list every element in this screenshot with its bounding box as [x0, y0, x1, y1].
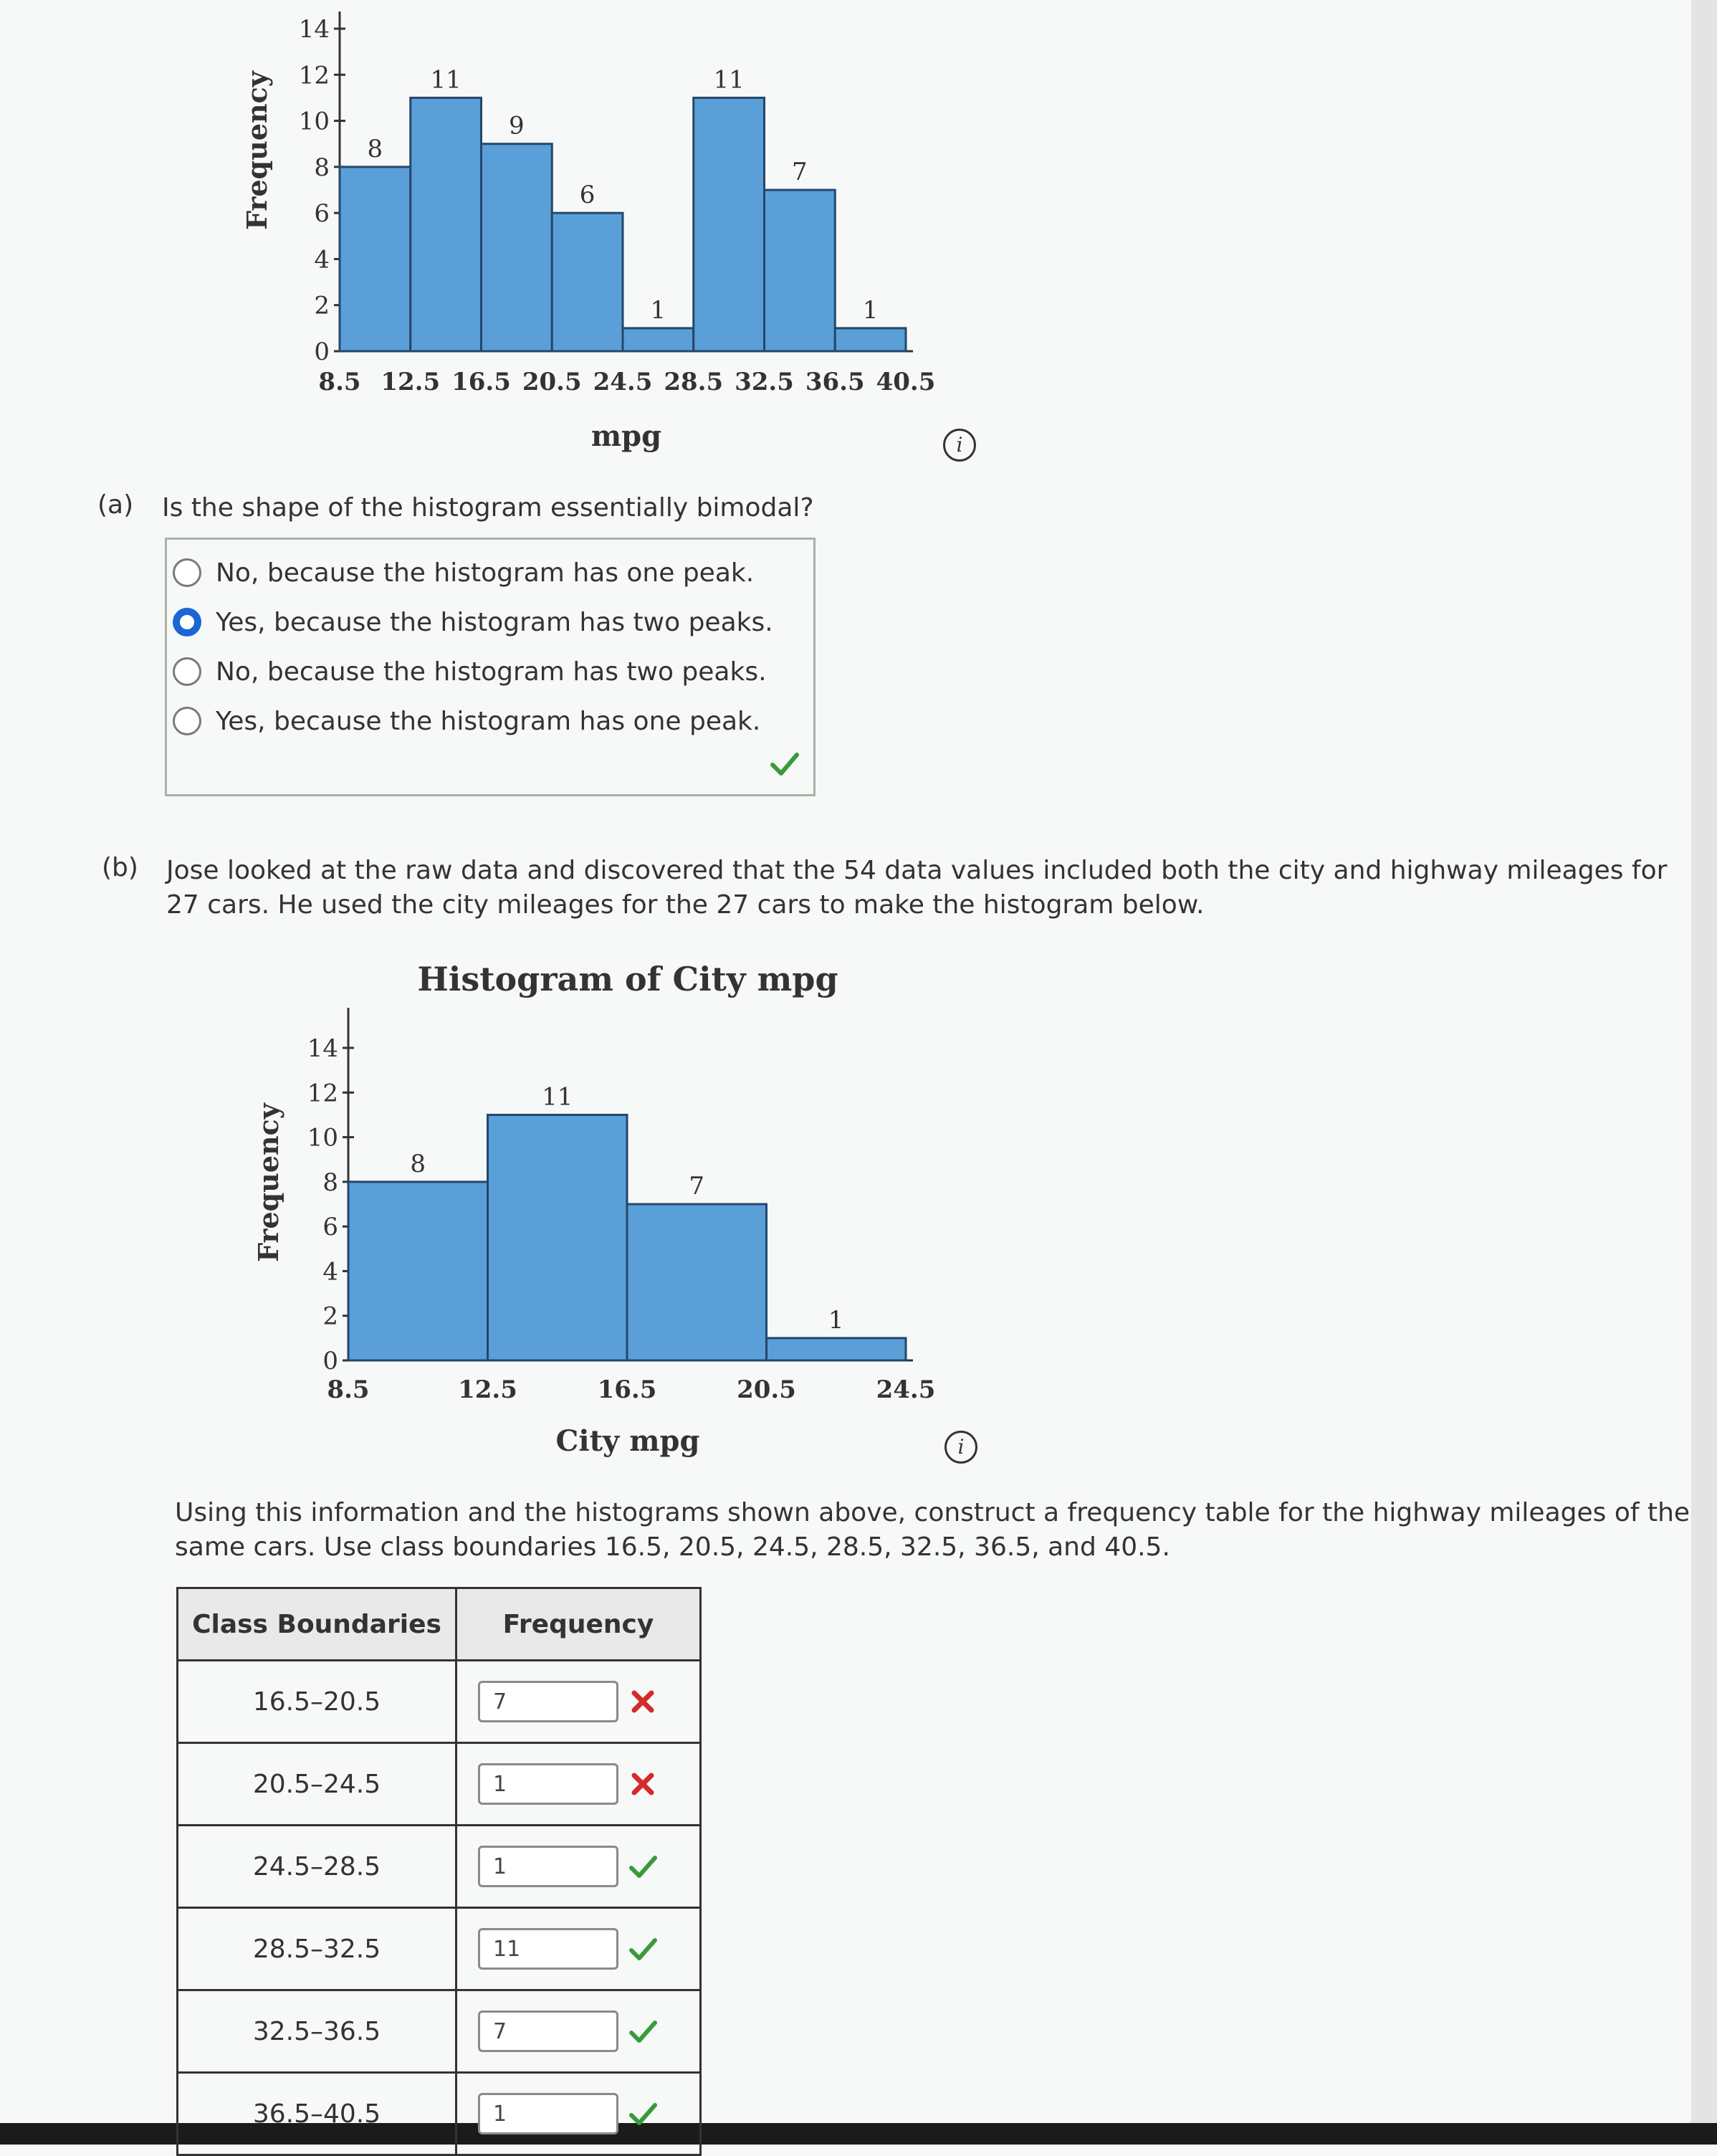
x-tick-label: 20.5: [737, 1375, 796, 1404]
table-row: [178, 1990, 701, 2073]
radio-option-4[interactable]: [173, 707, 201, 735]
header-class-boundaries: Class Boundaries: [178, 1588, 456, 1661]
histogram-bar: [627, 1204, 767, 1360]
y-tick-label: 14: [298, 15, 330, 44]
y-tick-label: 10: [298, 107, 330, 136]
class-boundary-cell: 28.5–32.5: [178, 1908, 456, 1990]
option-label: Yes, because the histogram has one peak.: [216, 706, 761, 736]
frequency-cell-content: [458, 2093, 699, 2134]
option-label: No, because the histogram has one peak.: [216, 558, 755, 588]
instructions-line1: Using this information and the histograms shown above, construct a frequency table for the highway mileages of the: [175, 1498, 1690, 1527]
part-b-text-line1: Jose looked at the raw data and discovered that the 54 data values included both the city and highway mileages for: [166, 856, 1668, 885]
frequency-input[interactable]: [478, 1763, 618, 1805]
part-b-label: (b): [102, 853, 138, 882]
check-icon: [628, 2099, 657, 2128]
class-boundary-cell: 36.5–40.5: [178, 2073, 456, 2155]
info-icon[interactable]: i: [944, 1431, 977, 1464]
x-tick-label: 24.5: [593, 368, 653, 396]
histogram-bar: [340, 167, 411, 351]
bar-value-label: 1: [828, 1305, 844, 1335]
frequency-cell-content: [458, 2010, 699, 2052]
bar-value-label: 11: [430, 65, 461, 95]
y-tick-label: 2: [322, 1302, 338, 1331]
y-axis-title: Frequency: [241, 71, 273, 230]
frequency-input[interactable]: [478, 2010, 618, 2052]
frequency-cell: [456, 2073, 701, 2155]
bar-value-label: 6: [579, 181, 596, 210]
x-tick-label: 40.5: [876, 368, 936, 396]
x-tick-label: 24.5: [876, 1375, 936, 1404]
histogram-bar: [694, 97, 765, 351]
table-row: [178, 1661, 701, 1743]
y-tick-label: 12: [298, 61, 330, 90]
answer-options: [165, 538, 816, 796]
option-1[interactable]: [173, 551, 754, 594]
radio-option-2[interactable]: [173, 608, 201, 636]
check-icon: [628, 1852, 657, 1881]
check-icon: [628, 2017, 657, 2046]
y-tick-label: 12: [307, 1079, 338, 1108]
table-row: [178, 1908, 701, 1990]
frequency-cell-content: [458, 1763, 699, 1805]
frequency-cell: [456, 1990, 701, 2073]
table-row: [178, 1826, 701, 1908]
class-boundary-cell: 20.5–24.5: [178, 1743, 456, 1826]
x-tick-label: 16.5: [597, 1375, 657, 1404]
frequency-cell-content: [458, 1928, 699, 1970]
class-boundary-cell: 24.5–28.5: [178, 1826, 456, 1908]
x-tick-label: 28.5: [664, 368, 724, 396]
check-icon: [770, 752, 799, 776]
frequency-cell-content: [458, 1846, 699, 1887]
bar-value-label: 9: [509, 111, 525, 140]
histogram-bar: [623, 328, 694, 351]
frequency-cell: [456, 1743, 701, 1826]
y-tick-label: 14: [307, 1034, 338, 1063]
frequency-input[interactable]: [478, 2093, 618, 2134]
option-label: No, because the histogram has two peaks.: [216, 657, 767, 687]
x-icon: [628, 1687, 657, 1716]
frequency-cell-content: [458, 1681, 699, 1722]
y-tick-label: 4: [314, 245, 330, 275]
histogram-bar: [767, 1338, 907, 1360]
bar-value-label: 7: [689, 1172, 705, 1201]
y-tick-label: 8: [322, 1168, 338, 1197]
frequency-cell: [456, 1661, 701, 1743]
y-tick-label: 8: [314, 153, 330, 182]
histogram-bar: [835, 328, 906, 351]
radio-option-1[interactable]: [173, 558, 201, 587]
frequency-input[interactable]: [478, 1681, 618, 1722]
option-3[interactable]: [173, 650, 767, 693]
x-tick-label: 12.5: [381, 368, 441, 396]
part-a-question: Is the shape of the histogram essentially bimodal?: [162, 493, 814, 523]
histogram-bar: [411, 97, 482, 351]
option-2[interactable]: [173, 601, 773, 644]
y-tick-label: 2: [314, 291, 330, 320]
y-tick-label: 6: [314, 199, 330, 229]
histogram-bar: [488, 1115, 628, 1360]
radio-option-3[interactable]: [173, 657, 201, 686]
part-a-label: (a): [97, 490, 134, 520]
x-tick-label: 16.5: [451, 368, 511, 396]
x-tick-label: 12.5: [458, 1375, 517, 1404]
option-4[interactable]: [173, 700, 760, 743]
x-tick-label: 8.5: [318, 368, 361, 396]
class-boundary-cell: 16.5–20.5: [178, 1661, 456, 1743]
bar-value-label: 7: [792, 158, 808, 186]
frequency-input[interactable]: [478, 1846, 618, 1887]
x-tick-label: 20.5: [522, 368, 582, 396]
city-mpg-histogram: [0, 932, 1003, 1477]
x-tick-label: 36.5: [805, 368, 865, 396]
frequency-cell: [456, 1908, 701, 1990]
y-tick-label: 0: [322, 1347, 338, 1375]
bar-value-label: 8: [410, 1149, 426, 1178]
frequency-cell: [456, 1826, 701, 1908]
y-tick-label: 0: [314, 338, 330, 366]
x-axis-title: City mpg: [555, 1424, 700, 1458]
part-b-text-line2: 27 cars. He used the city mileages for the 27 cars to make the histogram below.: [166, 890, 1205, 920]
frequency-input[interactable]: [478, 1928, 618, 1970]
table-row: [178, 1743, 701, 1826]
bar-value-label: 11: [713, 65, 745, 95]
frequency-table: [176, 1587, 702, 2156]
info-icon[interactable]: i: [943, 429, 976, 462]
mpg-histogram: [0, 0, 1003, 473]
class-boundary-cell: 32.5–36.5: [178, 1990, 456, 2073]
screen-edge-right: [1691, 0, 1717, 2145]
option-label: Yes, because the histogram has two peaks.: [216, 607, 773, 637]
instructions-line2: same cars. Use class boundaries 16.5, 20.5, 24.5, 28.5, 32.5, 36.5, and 40.5.: [175, 1532, 1170, 1562]
y-axis-title: Frequency: [252, 1103, 284, 1262]
bar-value-label: 1: [650, 295, 666, 325]
y-tick-label: 6: [322, 1213, 338, 1242]
check-icon: [628, 1935, 657, 1963]
bar-value-label: 11: [542, 1082, 573, 1112]
histogram-bar: [482, 144, 553, 351]
bar-value-label: 1: [862, 295, 879, 325]
y-tick-label: 4: [322, 1257, 338, 1287]
x-icon: [628, 1770, 657, 1798]
bar-value-label: 8: [367, 134, 383, 163]
histogram-bar: [765, 190, 836, 351]
histogram-bar: [552, 213, 623, 351]
table-row: [178, 2073, 701, 2155]
header-frequency: Frequency: [456, 1588, 701, 1661]
chart-title: Histogram of City mpg: [417, 960, 838, 998]
x-tick-label: 32.5: [735, 368, 794, 396]
histogram-bar: [348, 1182, 488, 1360]
y-tick-label: 10: [307, 1123, 338, 1153]
x-axis-title: mpg: [590, 419, 662, 453]
x-tick-label: 8.5: [327, 1375, 370, 1404]
